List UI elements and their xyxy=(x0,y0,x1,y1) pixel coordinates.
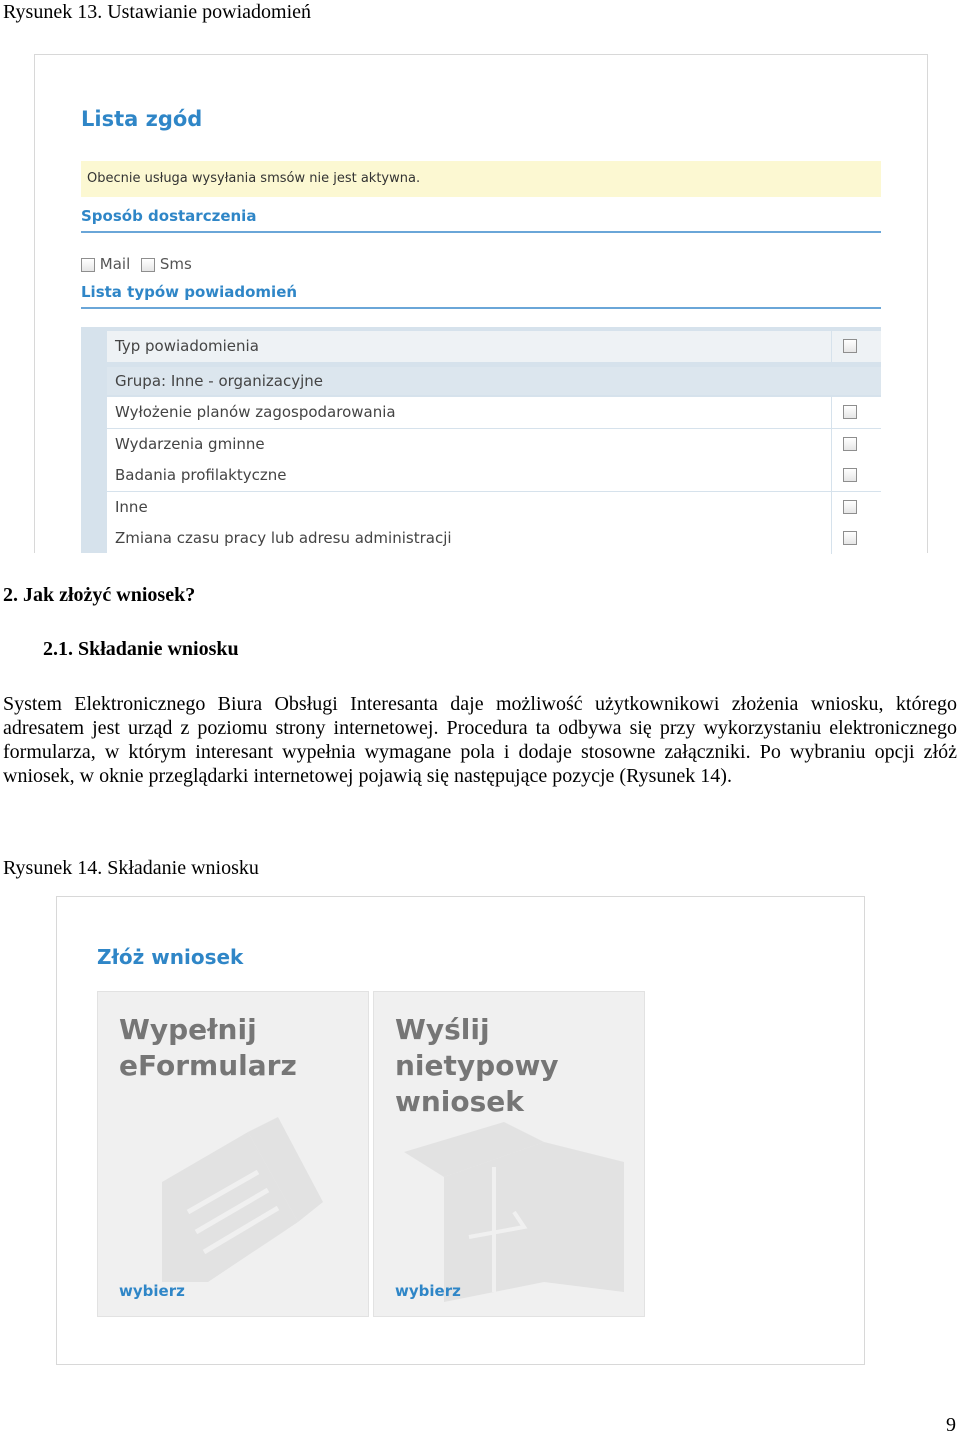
type-label: Wyłożenie planów zagospodarowania xyxy=(115,403,396,421)
table-row xyxy=(107,492,881,523)
table-row xyxy=(107,397,881,428)
page-number: 9 xyxy=(946,1414,956,1436)
submit-application-title: Złóż wniosek xyxy=(97,945,244,969)
type-checkbox[interactable] xyxy=(843,405,857,419)
consent-list-title: Lista zgód xyxy=(81,107,203,131)
sms-inactive-notice: Obecnie usługa wysyłania smsów nie jest aktywna. xyxy=(81,161,881,197)
notification-types-table xyxy=(81,327,881,553)
sms-label: Sms xyxy=(159,255,192,273)
choose-link[interactable]: wybierz xyxy=(395,1282,461,1300)
mail-checkbox[interactable] xyxy=(81,258,95,272)
type-column-header: Typ powiadomienia xyxy=(115,337,259,355)
section-divider xyxy=(81,231,881,233)
type-label: Wydarzenia gminne xyxy=(115,435,265,453)
figure-14-caption: Rysunek 14. Składanie wniosku xyxy=(3,857,259,879)
section-divider xyxy=(81,307,881,309)
type-checkbox[interactable] xyxy=(843,531,857,545)
type-label: Inne xyxy=(115,498,148,516)
body-paragraph: System Elektronicznego Biura Obsługi Interesanta daje możliwość użytkownikowi złożenia wniosku, którego adresatem jest urząd z poziomu strony internetowej. Procedura ta odbywa się przy wykorzystaniu elektronicznego formularza, w którym interesant wypełnia wymagane pola i dodaje stosowne załączniki. Po wybraniu opcji złóż wniosek, w oknie przeglądarki internetowej pojawią się następujące pozycje (Rysunek 14). xyxy=(3,693,957,787)
table-row xyxy=(107,429,881,460)
section-2-1-heading: 2.1. Składanie wniosku xyxy=(43,638,239,660)
group-row xyxy=(107,367,881,395)
select-all-checkbox[interactable] xyxy=(843,339,857,353)
type-label: Zmiana czasu pracy lub adresu administracji xyxy=(115,529,452,547)
delivery-options xyxy=(81,255,198,273)
mail-label: Mail xyxy=(99,255,131,273)
type-checkbox[interactable] xyxy=(843,437,857,451)
delivery-method-title: Sposób dostarczenia xyxy=(81,207,257,225)
type-label: Badania profilaktyczne xyxy=(115,466,287,484)
tile-title: Wypełnij eFormularz xyxy=(119,1013,297,1082)
table-row xyxy=(107,523,881,554)
section-2-heading: 2. Jak złożyć wniosek? xyxy=(3,584,196,606)
sms-checkbox[interactable] xyxy=(141,258,155,272)
figure-13-caption: Rysunek 13. Ustawianie powiadomień xyxy=(3,1,312,23)
notification-settings-screenshot xyxy=(34,54,928,553)
tile-title: Wyślij nietypowy wniosek xyxy=(395,1013,559,1118)
choose-link[interactable]: wybierz xyxy=(119,1282,185,1300)
fill-eform-tile[interactable] xyxy=(97,991,369,1317)
table-row xyxy=(107,460,881,491)
type-checkbox[interactable] xyxy=(843,468,857,482)
notification-types-title: Lista typów powiadomień xyxy=(81,283,298,301)
send-custom-application-tile[interactable] xyxy=(373,991,645,1317)
group-label: Grupa: Inne - organizacyjne xyxy=(115,372,324,390)
submit-application-screenshot xyxy=(56,896,865,1365)
type-checkbox[interactable] xyxy=(843,500,857,514)
table-header-row xyxy=(107,331,881,362)
